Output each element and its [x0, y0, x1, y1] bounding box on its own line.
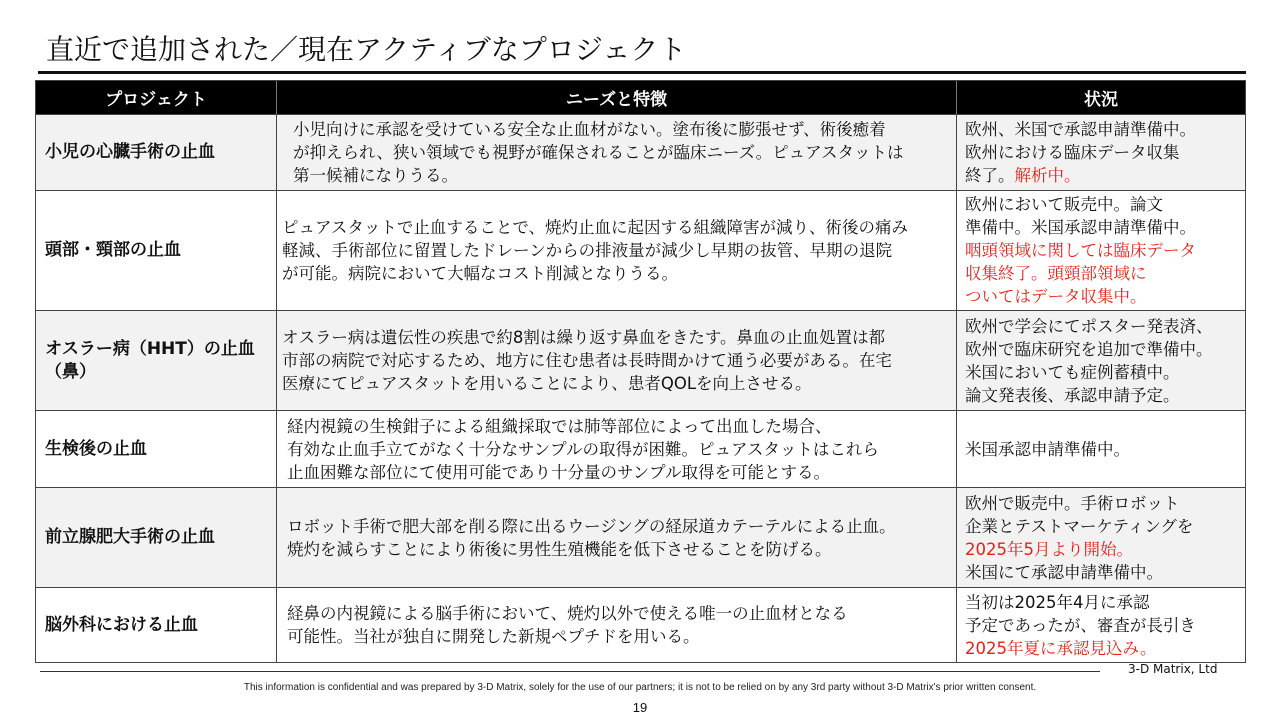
needs-line: 市部の病院で対応するため、地方に住む患者は長時間かけて通う必要がある。在宅 [282, 351, 892, 370]
status-line: 米国にて承認申請準備中。 [965, 562, 1163, 582]
status-line: 欧州で臨床研究を追加で準備中。 [965, 339, 1213, 359]
table-row [36, 410, 1245, 487]
status-highlight: 2025年夏に承認見込み。 [965, 638, 1157, 658]
confidentiality-notice: This information is confidential and was prepared by 3-D Matrix, solely for the use of our partners; it is not to be relied on by any 3rd party without 3-D Matrix's prior written consent. [243, 682, 1037, 693]
project-name: 頭部・頸部の止血 [45, 240, 181, 260]
project-cell [36, 488, 277, 587]
table-header [36, 81, 1245, 114]
needs-line: 可能性。当社が独自に開発した新規ペプチドを用いる。 [287, 627, 700, 646]
header-status: 状況 [1084, 90, 1118, 110]
project-name: オスラー病（HHT）の止血（鼻） [45, 338, 255, 382]
header-project: プロジェクト [36, 81, 277, 114]
needs-line: オスラー病は遺伝性の疾患で約8割は繰り返す鼻血をきたす。鼻血の止血処置は都 [282, 328, 886, 347]
status-highlight: ついてはデータ収集中。 [965, 287, 1147, 306]
project-cell [36, 115, 277, 190]
status-line: 欧州における臨床データ収集 [965, 143, 1180, 162]
project-cell [36, 191, 277, 310]
table-row [36, 310, 1245, 410]
status-highlight: 解析中。 [1014, 166, 1081, 185]
needs-line: が可能。病院において大幅なコスト削減となりうる。 [282, 264, 678, 283]
status-line: 欧州で販売中。手術ロボット [965, 493, 1180, 513]
project-name: 脳外科における止血 [45, 614, 198, 635]
footer-rule [40, 671, 1100, 672]
status-line: 米国承認申請準備中。 [965, 439, 1130, 459]
status-cell [957, 311, 1245, 410]
company-name: 3-D Matrix, Ltd [1128, 662, 1218, 676]
needs-line: 第一候補になりうる。 [293, 166, 458, 185]
title-underline [38, 71, 1246, 74]
status-cell [957, 411, 1245, 487]
needs-cell [277, 191, 957, 310]
needs-line: 小児向けに承認を受けている安全な止血材がない。塗布後に膨張せず、術後癒着 [293, 120, 886, 139]
needs-line: 経鼻の内視鏡による脳手術において、焼灼以外で使える唯一の止血材となる [287, 604, 848, 623]
table-row [36, 190, 1245, 310]
status-line: 欧州において販売中。論文 [965, 195, 1163, 214]
status-cell [957, 191, 1245, 310]
project-cell [36, 411, 277, 487]
slide-title: 直近で追加された／現在アクティブなプロジェクト [46, 33, 687, 66]
needs-cell [277, 488, 957, 587]
needs-line: 軽減、手術部位に留置したドレーンからの排液量が減少し早期の抜管、早期の退院 [282, 241, 893, 260]
status-cell [957, 588, 1245, 662]
needs-cell [277, 411, 957, 487]
project-name: 生検後の止血 [45, 438, 147, 459]
status-highlight: 咽頭領域に関しては臨床データ [965, 241, 1196, 260]
status-cell [957, 115, 1245, 190]
project-name: 小児の心臓手術の止血 [45, 142, 215, 162]
status-line: 欧州、米国で承認申請準備中。 [965, 120, 1196, 139]
needs-line: 経内視鏡の生検鉗子による組織採取では肺等部位によって出血した場合、 [287, 416, 832, 436]
project-name: 前立腺肥大手術の止血 [45, 527, 215, 547]
status-line: 当初は2025年4月に承認 [965, 592, 1150, 612]
header-needs: ニーズと特徴 [277, 81, 957, 114]
status-cell [957, 488, 1245, 587]
needs-line: 焼灼を減らすことにより術後に男性生殖機能を低下させることを防げる。 [287, 539, 832, 559]
needs-cell [277, 311, 957, 410]
status-highlight: 2025年5月より開始。 [965, 539, 1133, 559]
status-line: 予定であったが、審査が長引き [965, 615, 1196, 635]
needs-cell [277, 115, 957, 190]
needs-line: 止血困難な部位にて使用可能であり十分量のサンプル取得を可能とする。 [287, 462, 831, 482]
table-row [36, 587, 1245, 662]
table-row [36, 487, 1245, 587]
status-text: 終了。 [965, 166, 1015, 185]
needs-line: 医療にてピュアスタットを用いることにより、患者QOLを向上させる。 [282, 374, 812, 393]
status-line: 欧州で学会にてポスター発表済、 [965, 316, 1213, 336]
needs-line: が抑えられ、狭い領域でも視野が確保されることが臨床ニーズ。ピュアスタットは [293, 143, 904, 162]
needs-line: ロボット手術で肥大部を削る際に出るウージングの経尿道カテーテルによる止血。 [287, 516, 896, 536]
status-line [965, 164, 1196, 187]
needs-line: ピュアスタットで止血することで、焼灼止血に起因する組織障害が減り、術後の痛み [282, 218, 909, 237]
page-number: 19 [632, 700, 648, 715]
projects-table [35, 80, 1246, 663]
status-line: 米国においても症例蓄積中。 [965, 362, 1180, 382]
project-cell [36, 311, 277, 410]
needs-cell [277, 588, 957, 662]
needs-line: 有効な止血手立てがなく十分なサンプルの取得が困難。ピュアスタットはこれら [287, 439, 879, 459]
status-highlight: 収集終了。頭頸部領域に [965, 264, 1147, 283]
status-line: 企業とテストマーケティングを [965, 516, 1194, 536]
project-cell [36, 588, 277, 662]
status-line: 論文発表後、承認申請予定。 [965, 385, 1180, 405]
status-line: 準備中。米国承認申請準備中。 [965, 218, 1196, 237]
table-row [36, 114, 1245, 190]
